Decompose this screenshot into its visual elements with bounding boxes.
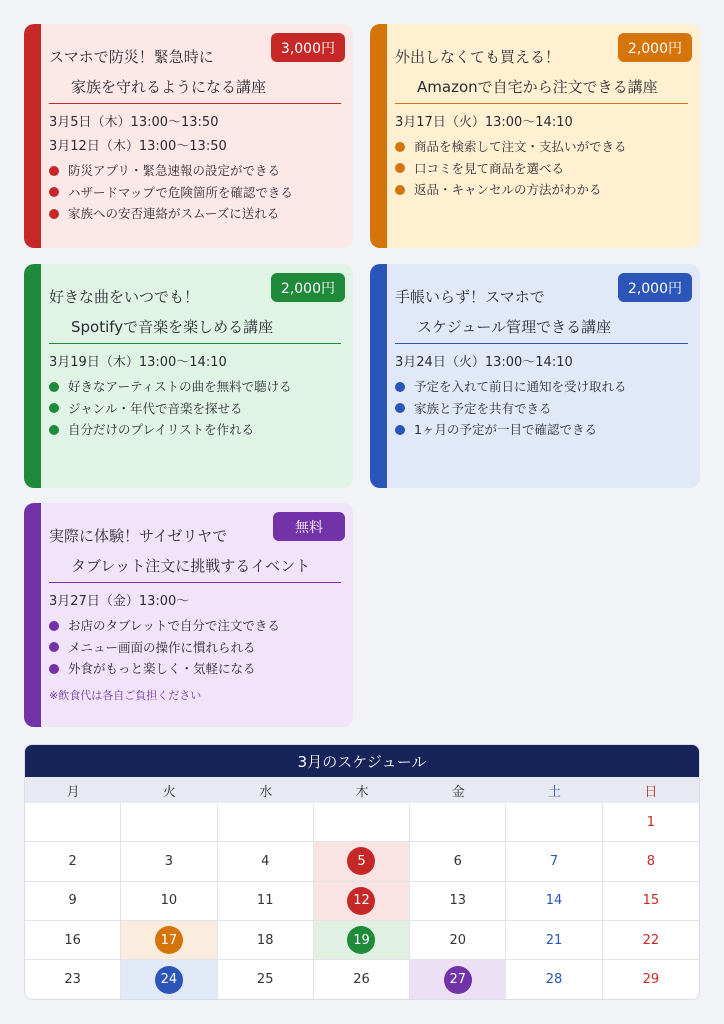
calendar-day-cell [25,803,121,842]
weekday-label: 火 [162,784,176,800]
card-dates [395,114,688,131]
card-title-line1: 手帳いらず！スマホで [395,288,545,306]
feature-item: メニュー画面の操作に慣れられる [49,639,341,656]
card-date: 3月24日（火）13:00〜14:10 [395,355,573,370]
course-card-spotify [24,264,353,488]
feature-item: 返品・キャンセルの方法がわかる [395,181,688,198]
day-number: 16 [64,932,81,948]
calendar-day-cell [314,960,410,999]
price-badge: 2,000円 [618,273,692,302]
calendar-day-cell [410,921,506,960]
bullet-dot-icon [49,403,59,413]
card-title-line1: スマホで防災！緊急時に [49,48,214,66]
calendar-day-cell [314,803,410,842]
course-card-bousai [24,24,353,248]
day-number: 22 [642,932,660,948]
weekday-label: 木 [355,784,369,800]
card-title-line2: タブレット注文に挑戦するイベント [49,556,341,583]
bullet-dot-icon [49,642,59,652]
bullet-dot-icon [395,142,405,152]
bullet-dot-icon [49,166,59,176]
feature-item: 商品を検索して注文・支払いができる [395,138,688,155]
feature-list [49,378,341,438]
calendar-day-cell [218,803,314,842]
day-number: 10 [160,893,178,909]
event-day-marker: 5 [347,847,375,875]
course-card-amazon [370,24,700,248]
feature-item: 口コミを見て商品を選べる [395,160,688,177]
calendar-grid [25,803,699,999]
feature-item: ジャンル・年代で音楽を探せる [49,400,341,417]
feature-item: ハザードマップで危険箇所を確認できる [49,184,341,201]
event-day-marker: 27 [444,966,472,994]
day-number: 28 [545,972,563,988]
day-number: 4 [261,853,270,869]
event-day-marker: 19 [347,926,375,954]
calendar-day-cell [218,882,314,921]
calendar-day-cell [506,960,602,999]
calendar-day-cell [410,803,506,842]
card-accent-bar [24,24,41,248]
event-day-marker: 12 [347,887,375,915]
weekday-header-row [25,777,699,803]
calendar-day-cell [314,921,410,960]
card-dates [49,593,341,610]
feature-list [395,378,688,438]
feature-list [395,138,688,198]
calendar-day-cell [506,921,602,960]
calendar-day-cell [603,842,699,881]
course-card-schedule [370,264,700,488]
card-accent-bar [24,503,41,727]
day-number: 6 [453,853,462,869]
calendar-day-cell [121,921,217,960]
calendar-day-cell [218,921,314,960]
bullet-dot-icon [49,425,59,435]
card-title-line2: Amazonで自宅から注文できる講座 [395,77,688,104]
day-number: 7 [549,853,559,869]
price-badge: 無料 [273,512,345,541]
day-number: 26 [353,972,370,988]
feature-item: 外食がもっと楽しく・気軽になる [49,660,341,677]
bullet-dot-icon [395,185,405,195]
bullet-dot-icon [49,209,59,219]
calendar-day-cell [603,803,699,842]
feature-item: 予定を入れて前日に通知を受け取れる [395,378,688,395]
bullet-dot-icon [395,163,405,173]
calendar-day-cell [218,960,314,999]
feature-item: 1ヶ月の予定が一目で確認できる [395,421,688,438]
calendar-day-cell [603,882,699,921]
day-number: 3 [164,853,174,869]
price-badge: 2,000円 [271,273,345,302]
feature-list [49,617,341,677]
card-accent-bar [370,264,387,488]
bullet-dot-icon [395,403,405,413]
weekday-label: 土 [548,784,562,800]
calendar-day-cell [25,842,121,881]
day-number: 23 [64,972,81,988]
card-date: 3月19日（木）13:00〜14:10 [49,355,227,370]
card-note: ※飲食代は各自ご負担ください [49,689,202,702]
calendar-day-cell [121,842,217,881]
day-number: 21 [545,932,563,948]
feature-item: 自分だけのプレイリストを作れる [49,421,341,438]
day-number: 20 [449,932,467,948]
calendar-title: 3月のスケジュール [25,745,699,777]
card-title-line2: Spotifyで音楽を楽しめる講座 [49,317,341,344]
event-day-marker: 24 [155,966,183,994]
feature-item: 好きなアーティストの曲を無料で聴ける [49,378,341,395]
card-dates [395,354,688,371]
calendar-day-cell [218,842,314,881]
price-badge: 3,000円 [271,33,345,62]
card-date: 3月17日（火）13:00〜14:10 [395,115,573,130]
calendar-day-cell [603,960,699,999]
calendar-day-cell [121,882,217,921]
card-title-line1: 好きな曲をいつでも！ [49,288,200,306]
card-accent-bar [370,24,387,248]
card-dates [49,114,341,155]
bullet-dot-icon [395,382,405,392]
calendar-day-cell [506,882,602,921]
card-date: 3月12日（木）13:00〜13:50 [49,139,227,154]
calendar-day-cell [603,921,699,960]
day-number: 9 [68,893,77,909]
day-number: 13 [449,893,467,909]
card-title-line2: スケジュール管理できる講座 [395,317,688,344]
day-number: 8 [646,853,655,869]
feature-item: お店のタブレットで自分で注文できる [49,617,341,634]
card-title-line1: 実際に体験！サイゼリヤで [49,527,228,545]
card-date: 3月27日（金）13:00〜 [49,594,190,609]
card-title-line2: 家族を守れるようになる講座 [49,77,341,104]
day-number: 1 [646,814,655,830]
course-card-saizeriya [24,503,353,727]
calendar-day-cell [121,803,217,842]
feature-list [49,162,341,222]
calendar-day-cell [506,803,602,842]
calendar-day-cell [25,921,121,960]
weekday-label: 月 [66,784,80,800]
calendar-day-cell [314,882,410,921]
event-day-marker: 17 [155,926,183,954]
day-number: 2 [68,853,77,869]
calendar-day-cell [314,842,410,881]
day-number: 14 [545,893,563,909]
calendar-day-cell [25,882,121,921]
card-dates [49,354,341,371]
card-title-line1: 外出しなくても買える！ [395,48,561,66]
calendar-day-cell [410,960,506,999]
day-number: 25 [256,972,274,988]
bullet-dot-icon [49,187,59,197]
schedule-calendar [24,744,700,1000]
card-accent-bar [24,264,41,488]
feature-item: 家族と予定を共有できる [395,400,688,417]
day-number: 11 [256,893,274,909]
day-number: 18 [256,932,274,948]
feature-item: 家族への安否連絡がスムーズに送れる [49,205,341,222]
calendar-day-cell [410,842,506,881]
weekday-label: 日 [644,784,658,800]
feature-item: 防災アプリ・緊急速報の設定ができる [49,162,341,179]
calendar-day-cell [506,842,602,881]
bullet-dot-icon [49,621,59,631]
weekday-label: 金 [451,784,465,800]
calendar-day-cell [25,960,121,999]
day-number: 29 [642,972,660,988]
day-number: 15 [642,893,660,909]
bullet-dot-icon [49,664,59,674]
calendar-day-cell [410,882,506,921]
bullet-dot-icon [395,425,405,435]
card-date: 3月5日（木）13:00〜13:50 [49,115,219,130]
bullet-dot-icon [49,382,59,392]
weekday-label: 水 [259,784,273,800]
calendar-day-cell [121,960,217,999]
price-badge: 2,000円 [618,33,692,62]
